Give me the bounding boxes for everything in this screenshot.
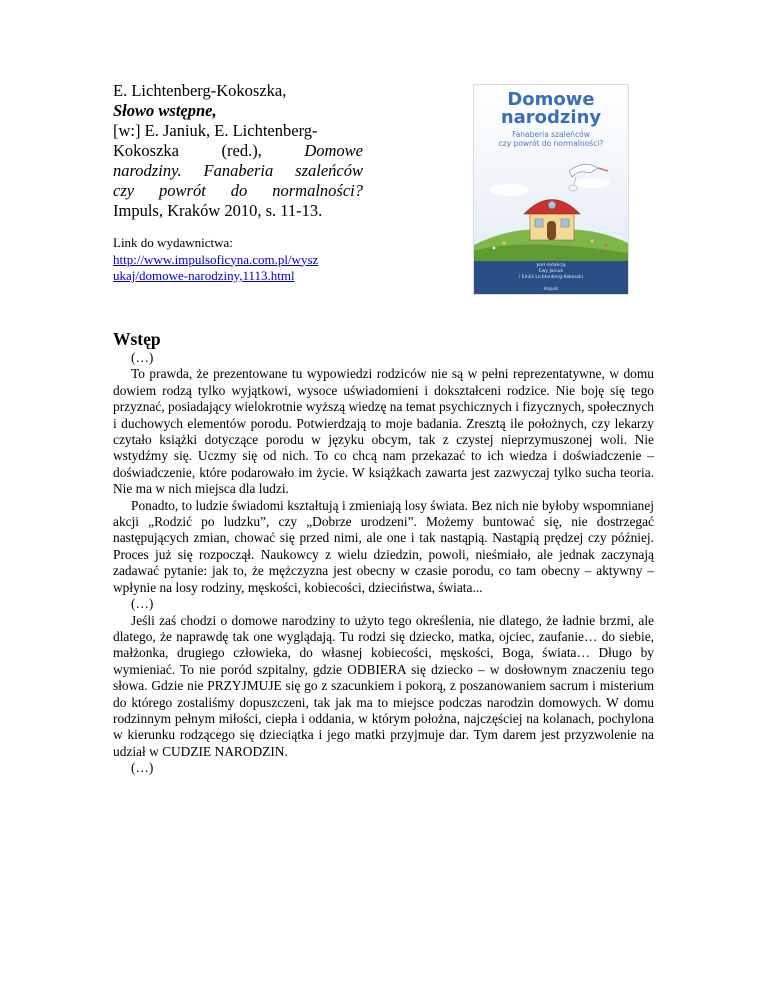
citation-publisher: Impuls, Kraków 2010, s. 11-13.	[113, 201, 323, 220]
publisher-link-line-2: ukaj/domowe-narodziny,1113.html	[113, 268, 295, 283]
citation-book-title-2: czy powrót do normalności?	[113, 181, 363, 200]
citation-authors: E. Lichtenberg-Kokoszka,	[113, 81, 287, 100]
bibliographic-citation	[113, 81, 363, 221]
paragraph-ellipsis-2: (…)	[131, 596, 154, 612]
section-heading: Wstęp	[113, 329, 161, 349]
cover-publisher: Impuls	[543, 287, 559, 292]
publisher-link-block	[113, 235, 365, 285]
citation-in-line: [w:] E. Janiuk, E. Lichtenberg-	[113, 121, 318, 140]
paragraph-1: To prawda, że prezentowane tu wypowiedzi rodziców nie są w pełni reprezentatywne, w domu dowiem rodzą tylko wyjątkowi, wysoce uświadomieni i dokształceni rodzice. Nie boję się tego przyznać, posiadający wielokrotnie wyższą wiedzę na temat psychicznych i fizycznych, społecznych i duchowych elementów porodu. Potwierdzają to moje badania. Zresztą ile położnych, czy lekarzy czytało książki dotyczące porodu w języku obcym, tak z czystej nieprzymuszonej woli. Nie wstydźmy się. Uczmy się od nich. To co chcą nam przekazać to ich wiedza i doświadczenie – doświadczenie, które podarowało im życie. W książkach zawarta jest zazwyczaj tylko sucha teoria. Nie ma w nich miejsca dla ludzi.	[113, 366, 654, 497]
cover-title-line-2: narodziny	[500, 107, 602, 128]
cover-subtitle-line-2: czy powrót do normalności?	[498, 139, 604, 148]
citation-editors-line	[113, 141, 363, 161]
cover-editors-line-3: i Emilii Lichtenberg-Kokoszki	[519, 275, 583, 280]
citation-book-title-1: narodziny. Fanaberia szaleńców	[113, 161, 363, 180]
cover-editors-line-2: Ewy Janiuk	[538, 269, 564, 274]
publisher-link[interactable]	[113, 252, 365, 285]
book-cover	[473, 84, 629, 295]
section-body	[113, 350, 654, 777]
citation-editor-name: Kokoszka	[113, 141, 179, 160]
citation-chapter-title: Słowo wstępne,	[113, 101, 217, 120]
paragraph-2: Ponadto, to ludzie świadomi kształtują i zmieniają losy świata. Bez nich nie byłoby wspomnianej akcji „Rodzić po ludzku”, czy „Dobrze urodzeni”. Możemy buntować się, nie dostrzegać następujących zmian, chować się przed nimi, ale one i tak nastąpią. Nastąpią prędzej czy później. Proces już się rozpoczął. Naukowcy z wielu dziedzin, powoli, nieśmiało, ale jednak zaczynają zadawać pytanie: jak to, że mężczyzna jest obecny w czasie porodu, co tam obecny – aktywny – wpłynie na losy rodziny, męskości, kobiecości, dzieciństwa, świata...	[113, 497, 654, 595]
citation-red: (red.),	[221, 141, 262, 160]
paragraph-ellipsis-3: (…)	[131, 760, 154, 776]
citation-book-start: Domowe	[304, 141, 363, 160]
paragraph-ellipsis-1: (…)	[131, 350, 154, 365]
cover-subtitle-line-1: Fanaberia szaleńców	[512, 130, 590, 139]
publisher-link-line-1: http://www.impulsoficyna.com.pl/wysz	[113, 251, 319, 267]
cover-title-line-1: Domowe	[507, 89, 595, 110]
link-label: Link do wydawnictwa:	[113, 235, 233, 250]
cover-editors-line-1: pod redakcją	[536, 263, 566, 268]
paragraph-3: Jeśli zaś chodzi o domowe narodziny to użyto tego określenia, nie dlatego, że ładnie brzmi, ale dlatego, że naprawdę tak one wyglądają. Tu rodzi się dziecko, matka, ojciec, zaufanie… do siebie, małżonka, drugiego człowieka, do własnej kobiecości, męskości, Boga, świata… Długo by wymieniać. To nie poród szpitalny, gdzie ODBIERA się dziecko – w dosłownym znaczeniu tego słowa. Gdzie nie PRZYJMUJE się go z szacunkiem i pokorą, z poszanowaniem sacrum i misterium do którego zostaliśmy dopuszczeni, tak jak ma to miejsce podczas narodzin domowych. W domu rodzinnym pełnym miłości, ciepła i oddania, w którym położna, najczęściej na kolanach, pochylona w kierunku rodzącego się dzieciątka i jego matki przyjmuje dar. Tym darem jest przyzwolenie na udział w CUDZIE NARODZIN.	[113, 612, 654, 759]
